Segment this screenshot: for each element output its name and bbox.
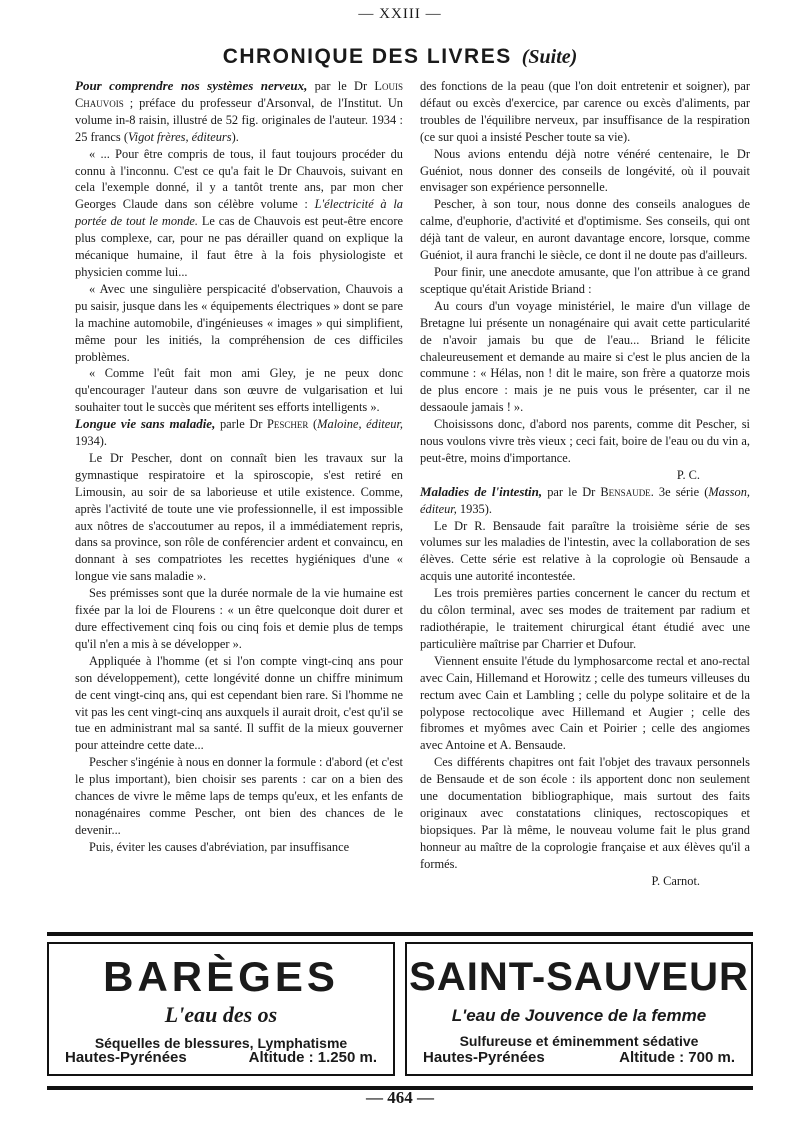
publisher: Vigot frères, éditeurs (127, 129, 232, 144)
paragraph: Pescher s'ingénie à nous en donner la formule : d'abord (et c'est le plus important), bien choisir ses parents : car on a bien des chances de vivre le même laps de temps qu'eux, et les enfants de nonagénaires comme Pescher, ont bien des chances de le devenir... (75, 755, 403, 837)
ad-altitude: Altitude : 700 m. (619, 1049, 735, 1066)
ad-altitude: Altitude : 1.250 m. (248, 1049, 377, 1066)
paragraph: « Avec une singulière perspicacité d'observation, Chauvois a pu saisir, jusque dans les « équipements électriques » dont se pare la machine automobile, d'ingénieuses « images » qui simplifient, même pour les initiés, la compréhension de ces difficiles problèmes. (75, 281, 403, 364)
ad-bareges (47, 942, 395, 1076)
publisher: Masson, éditeur, (420, 484, 750, 516)
paragraph (75, 146, 403, 281)
page-number: — 464 — (366, 1088, 434, 1107)
review-heading-chauvois (75, 78, 403, 146)
book-details: ; préface du professeur d'Arsonval, de l'Institut. Un volume in-8 raisin, illustré de 52 fig. originales de l'auteur. 1934 : 25 francs ( (75, 95, 403, 144)
right-column (420, 78, 750, 890)
section-title: CHRONIQUE DES LIVRES (222, 45, 512, 68)
text-run: Le cas de Chauvois est peut-être encore plus complexe, car, pour ne pas dérailler quand on explique la mécanique humaine, il faut être à la fois physiologiste et physicien comme lui... (75, 214, 404, 279)
text-run: Dr (354, 79, 375, 93)
author-name: Louis Chauvois (75, 79, 403, 110)
page-folio: — XXIII — (358, 6, 442, 22)
text-run: 1934). (75, 434, 108, 449)
book-title: Longue vie sans maladie, (75, 416, 216, 432)
paragraph: Puis, éviter les causes d'abréviation, par insuffisance (89, 839, 350, 854)
paragraph: « Comme l'eût fait mon ami Gley, je ne peux donc qu'encourager l'auteur dans son œuvre de vulgarisation et lui souhaiter tout le succès que méritent ses efforts intelligents ». (75, 366, 403, 415)
signature: P. C. (676, 467, 700, 482)
paragraph: Ses prémisses sont que la durée normale de la vie humaine est fixée par la loi de Flourens : « un être quelconque doit durer et dure effectivement cinq fois ou cinq fois et demie plus de temps qu'il n'en a mis à se développer ». (75, 586, 403, 651)
paragraph: des fonctions de la peau (que l'on doit entretenir et soigner), par défaut ou excès d'exercice, par carence ou excès d'aliments, par troubles de l'équilibre nerveux, par insuffisance de la respiration (ce sur quoi a insisté Pescher toute sa vie). (420, 79, 750, 144)
ad-slogan: L'eau des os (164, 1002, 278, 1027)
book-title: Maladies de l'intestin, (420, 483, 543, 499)
ad-name: SAINT-SAUVEUR (409, 955, 749, 999)
paragraph: Le Dr R. Bensaude fait paraître la troisième série de ses volumes sur les maladies de l'intestin, avec la collaboration de ses élèves. Cette série est relative à la coprologie où Bensaude a acquis une autorité incontestée. (420, 518, 750, 584)
ad-footer (423, 1049, 735, 1066)
paragraph: Choisissons donc, d'abord nos parents, comme dit Pescher, si nous voulons vivre très vieux ; ceci fait, boire de l'eau ou du vin a, peut-être, moins d'importance. (420, 417, 750, 465)
text-run: par le Dr (542, 484, 601, 499)
review-heading-bensaude (420, 484, 750, 518)
text-run: « ... Pour être compris de tous, il faut toujours procéder du connu à l'inconnu. C'est ce qu'a fait le Dr Chauvois, suivant en cela l'exemple donné, il y a tantôt trente ans, par mon cher Georges Claude dans son célèbre volume : (75, 146, 403, 212)
advertisement-band (47, 932, 753, 1090)
text-run: 1935). (456, 501, 492, 516)
paragraph: Viennent ensuite l'étude du lymphosarcome rectal et ano-rectal avec Cain, Hillemand et Horowitz ; celle des tumeurs villeuses du rectum avec Cain et Lambling ; celle du polype solitaire et de la polypose rectocolique avec Hillemand et Augier ; celle des fibromes et myômes avec Cain et Poirier ; celle des angiomes avec Antoine et A. Bensaude. (420, 653, 750, 753)
text-run: parle Dr (215, 417, 268, 432)
book-title: Pour comprendre nos systèmes nerveux, (75, 78, 308, 93)
ad-saint-sauveur (405, 942, 753, 1076)
ad-region: Hautes-Pyrénées (423, 1049, 545, 1066)
review-heading-pescher (75, 416, 403, 450)
ad-tagline: Séquelles de blessures, Lymphatisme (94, 1035, 348, 1051)
paragraph: Appliquée à l'homme (et si l'on compte vingt-cinq ans pour son développement), cette longévité donne un chiffre minimum de cent vingt-cinq ans, qui est cependant bien rare. Si l'homme ne vit pas les cent vingt-cinq ans auxquels il aurait droit, c'est qu'il se tue en administrant mal sa santé. Il suffit de la mieux gouverner pour atteindre cette date... (75, 653, 403, 753)
paragraph: Ces différents chapitres ont fait l'objet des travaux personnels de Bensaude et de son école : ils apportent donc non seulement une documentation bibliographique, mais surtout des faits originaux avec constatations cliniques, rectoscopiques et biopsiques. Par là même, le nouveau volume fait le plus grand honneur au maître de la coprologie française et aux élèves qu'il a formés. (420, 755, 750, 871)
paragraph: Pescher, à son tour, nous donne des conseils analogues de calme, d'euphorie, d'activité et d'optimisme. Ses conseils, qui ont déjà tant de valeur, en auront davantage encore, lorsque, comme Guéniot, il aura franchi le siècle, ce dont il ne doute pas d'ailleurs. (420, 197, 750, 263)
paragraph: Nous avions entendu déjà notre vénéré centenaire, le Dr Guéniot, nous donner des conseils de longévité, où il pouvait envisager son expérience personnelle. (420, 146, 750, 195)
page-title (0, 45, 800, 69)
text-run: . 3e série ( (650, 484, 709, 499)
left-column (75, 78, 403, 856)
signature: P. Carnot. (651, 873, 700, 888)
text-run: ( (308, 417, 318, 432)
ad-region: Hautes-Pyrénées (65, 1049, 187, 1066)
ad-tagline: Sulfureuse et éminemment sédative (459, 1033, 699, 1049)
section-title-suite: (Suite) (521, 46, 578, 68)
ad-footer (65, 1049, 377, 1066)
paragraph: Pour finir, une anecdote amusante, que l'on attribue à ce grand sceptique qu'était Aristide Briand : (420, 264, 750, 296)
cited-title: L'électricité à la portée de tout le monde. (75, 197, 404, 229)
paragraph: Au cours d'un voyage ministériel, le maire d'un village de Bretagne lui présente un nonagénaire qui avait cette particularité de n'avoir jamais bu que de l'eau... Briand le félicite chaleureusement et demande au maire si c'est le plus ancien de la commune : « Hélas, non ! dit le maire, son frère a quatorze mois de plus encore : mais je ne puis vous le présenter, car il ne dessaoule jamais ! ». (420, 298, 750, 415)
paragraph: Les trois premières parties concernent le cancer du rectum et du côlon terminal, avec ses modes de traitement par radium et radiothérapie, le traitement chirurgical étant étudié avec une particulière maîtrise par Charrier et Dufour. (420, 586, 750, 651)
text-run: ). (231, 129, 239, 144)
paragraph: Le Dr Pescher, dont on connaît bien les travaux sur la gymnastique respiratoire et la spiroscopie, s'est retiré en Limousin, au soir de sa laborieuse et utile existence. Comme, après l'activité de toute une vie professionnelle, il est impossible aux nôtres de s'accoutumer au repos, il a immédiatement repris, dans sa province, son rôle de conférencier ardent et convaincu, en donnant à ses compatriotes les recettes hygiéniques d'une « longue vie sans maladie ». (75, 450, 403, 584)
text-run: par le (307, 79, 355, 93)
author-name: Bensaude (600, 484, 651, 499)
ad-name: BARÈGES (103, 953, 339, 1000)
author-name: Pescher (267, 417, 309, 432)
ad-slogan: L'eau de Jouvence de la femme (451, 1006, 707, 1025)
publisher: Maloine, éditeur, (317, 417, 403, 432)
